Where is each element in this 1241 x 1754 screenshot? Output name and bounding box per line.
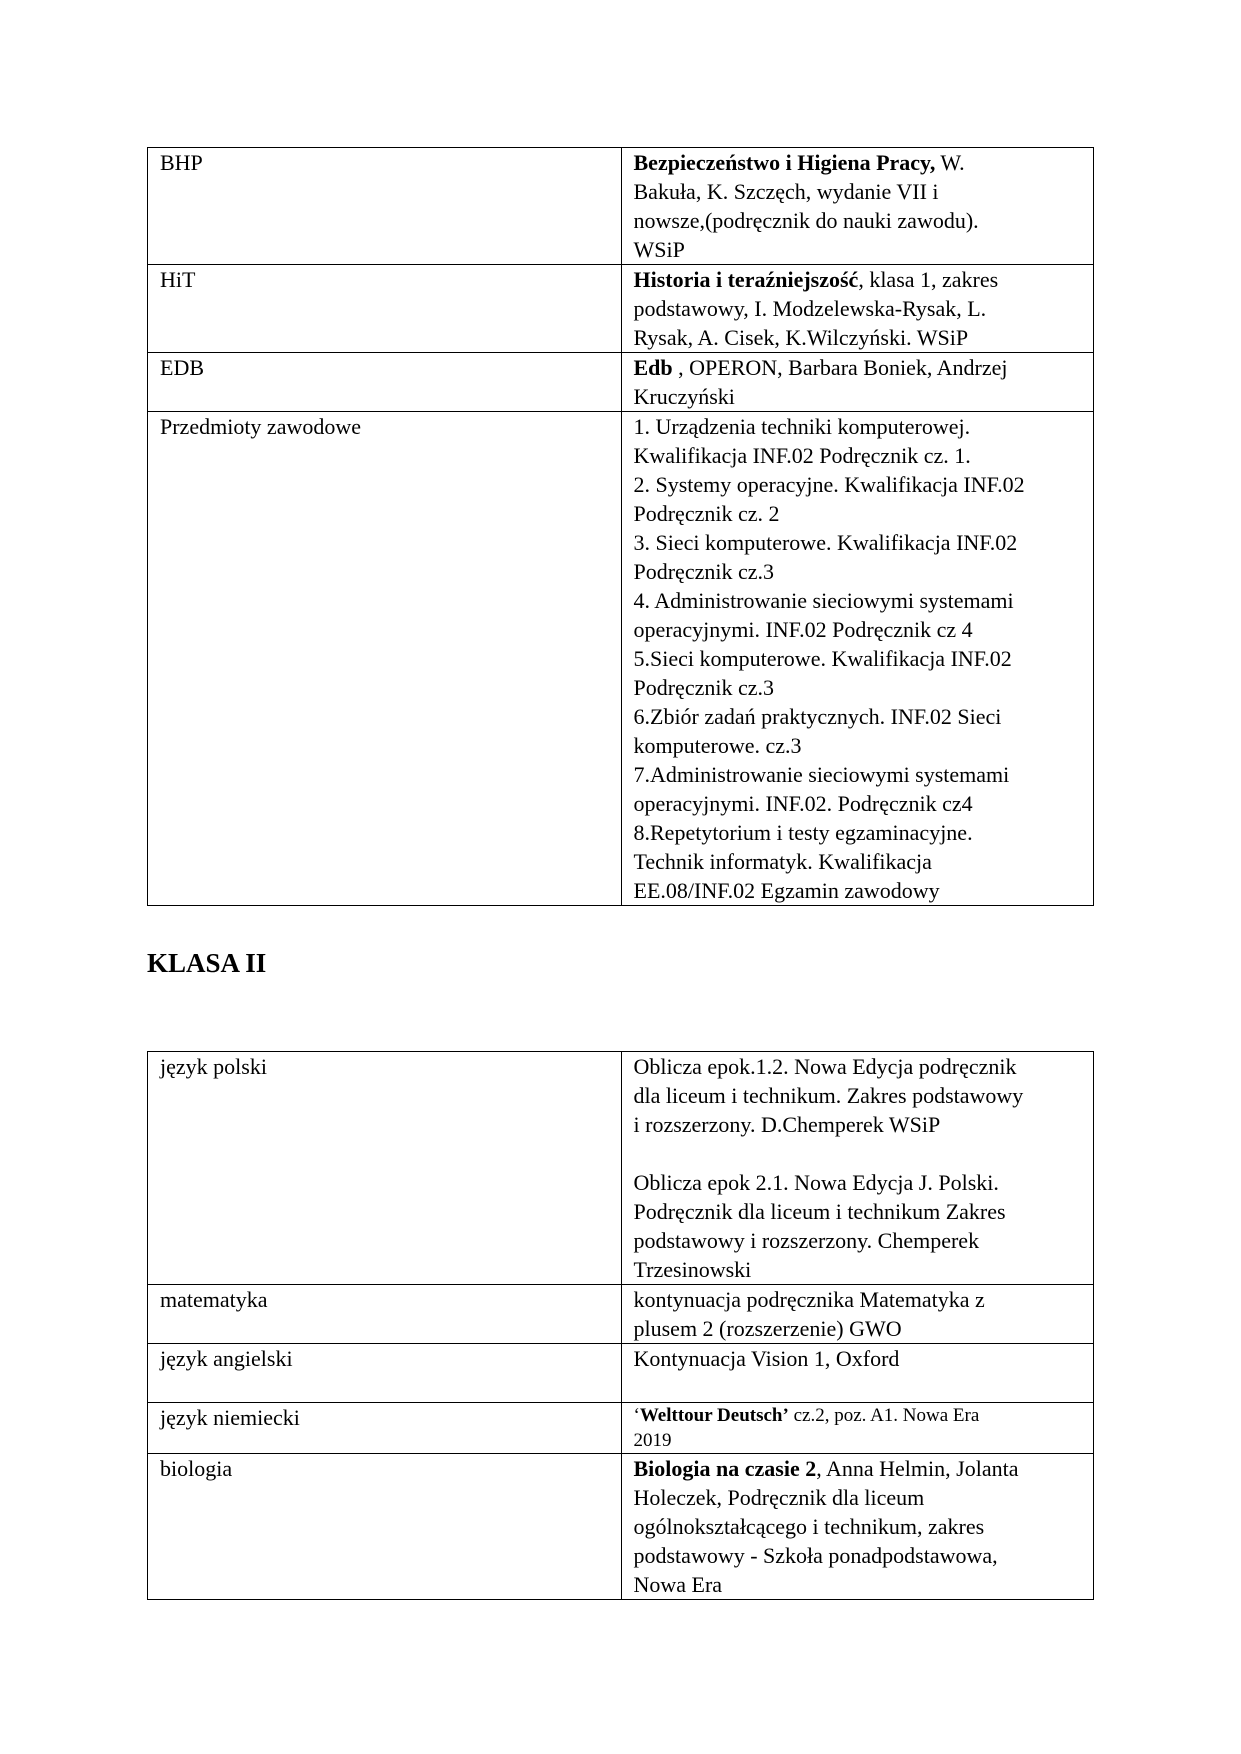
table-row (148, 1403, 1094, 1454)
book-details: , OPERON, Barbara Boniek, Andrzej (672, 355, 1008, 380)
book-details: W. (935, 150, 965, 175)
textbook-line (634, 382, 1086, 411)
textbook-line (634, 702, 1086, 731)
textbook-line (634, 470, 1086, 499)
table-row (148, 1052, 1094, 1285)
textbook-line (634, 1110, 1086, 1139)
book-details: i rozszerzony. D.Chemperek WSiP (633, 1112, 941, 1137)
book-details: plusem 2 (rozszerzenie) GWO (633, 1316, 902, 1341)
subject-cell (148, 1454, 622, 1600)
section-heading: KLASA II (147, 948, 267, 978)
subject-label: BHP (160, 150, 203, 175)
subject-label: HiT (160, 267, 196, 292)
textbook-table-1 (147, 147, 1094, 906)
book-details: podstawowy, I. Modzelewska-Rysak, L. (633, 296, 987, 321)
subject-cell (148, 148, 622, 265)
textbook-line (634, 1197, 1086, 1226)
book-details: nowsze,(podręcznik do nauki zawodu). (633, 208, 979, 233)
book-details: 4. Administrowanie sieciowymi systemami (633, 588, 1014, 613)
textbook-table-1-body (148, 148, 1094, 906)
textbook-cell (621, 148, 1094, 265)
subject-label: biologia (160, 1456, 233, 1481)
book-title: Historia i teraźniejszość (633, 267, 859, 292)
book-details: Oblicza epok 2.1. Nowa Edycja J. Polski. (633, 1170, 999, 1195)
table-row (148, 1344, 1094, 1403)
textbook-cell (621, 1285, 1094, 1344)
textbook-line (634, 876, 1086, 905)
book-details: Kwalifikacja INF.02 Podręcznik cz. 1. (633, 443, 971, 468)
book-details: 8.Repetytorium i testy egzaminacyjne. (633, 820, 973, 845)
textbook-line (634, 615, 1086, 644)
subject-label: Przedmioty zawodowe (160, 414, 361, 439)
textbook-line (634, 1541, 1086, 1570)
book-details: dla liceum i technikum. Zakres podstawowy (633, 1083, 1024, 1108)
textbook-line (634, 177, 1086, 206)
book-details: podstawowy i rozszerzony. Chemperek (633, 1228, 980, 1253)
book-details: WSiP (633, 237, 685, 262)
textbook-line (634, 1255, 1086, 1284)
textbook-cell (621, 265, 1094, 353)
book-details: 2019 (633, 1430, 672, 1451)
book-title: Biologia na czasie 2 (633, 1456, 817, 1481)
table-row (148, 1285, 1094, 1344)
textbook-line (634, 1168, 1086, 1197)
textbook-line (634, 1081, 1086, 1110)
subject-label: język polski (160, 1054, 267, 1079)
subject-label: matematyka (160, 1287, 268, 1312)
textbook-cell (621, 1052, 1094, 1285)
textbook-table-2 (147, 1051, 1094, 1600)
subject-cell (148, 412, 622, 906)
book-details: Podręcznik dla liceum i technikum Zakres (633, 1199, 1006, 1224)
book-details: 1. Urządzenia techniki komputerowej. (633, 414, 971, 439)
paragraph-gap (634, 1373, 1086, 1402)
textbook-line (634, 412, 1086, 441)
textbook-table-2-body (148, 1052, 1094, 1600)
textbook-line (634, 265, 1086, 294)
table-row (148, 412, 1094, 906)
subject-label: język angielski (160, 1346, 293, 1371)
textbook-line (634, 499, 1086, 528)
book-details: Podręcznik cz.3 (633, 675, 774, 700)
table-row (148, 1454, 1094, 1600)
subject-cell (148, 1052, 622, 1285)
subject-cell (148, 1285, 622, 1344)
textbook-line (634, 1226, 1086, 1255)
book-details: podstawowy - Szkoła ponadpodstawowa, (633, 1543, 998, 1568)
book-details: cz.2, poz. A1. Nowa Era (788, 1405, 980, 1426)
book-details: , klasa 1, zakres (858, 267, 999, 292)
textbook-line (634, 1344, 1086, 1373)
book-details: Kontynuacja Vision 1, Oxford (633, 1346, 900, 1371)
book-details: 7.Administrowanie sieciowymi systemami (633, 762, 1010, 787)
textbook-line (634, 1454, 1086, 1483)
textbook-line (634, 731, 1086, 760)
subject-cell (148, 353, 622, 412)
subject-label: język niemiecki (160, 1405, 300, 1430)
textbook-line (634, 1285, 1086, 1314)
subject-cell (148, 1344, 622, 1403)
subject-label: EDB (160, 355, 204, 380)
book-details: Trzesinowski (633, 1257, 752, 1282)
textbook-line (634, 789, 1086, 818)
book-details: kontynuacja podręcznika Matematyka z (633, 1287, 985, 1312)
textbook-cell (621, 353, 1094, 412)
quote-mark: ‘ (633, 1405, 640, 1426)
textbook-line (634, 1314, 1086, 1343)
textbook-line (634, 528, 1086, 557)
table-row (148, 353, 1094, 412)
textbook-line (634, 818, 1086, 847)
textbook-line (634, 1052, 1086, 1081)
book-details: Rysak, A. Cisek, K.Wilczyński. WSiP (633, 325, 969, 350)
textbook-line (634, 441, 1086, 470)
textbook-line (634, 353, 1086, 382)
textbook-cell (621, 1344, 1094, 1403)
book-details: Podręcznik cz. 2 (633, 501, 780, 526)
book-details: , Anna Helmin, Jolanta (816, 1456, 1019, 1481)
subject-cell (148, 1403, 622, 1454)
book-title: Bezpieczeństwo i Higiena Pracy, (633, 150, 936, 175)
book-details: Oblicza epok.1.2. Nowa Edycja podręcznik (633, 1054, 1017, 1079)
textbook-line (634, 1428, 1086, 1453)
textbook-line (634, 323, 1086, 352)
book-details: Holeczek, Podręcznik dla liceum (633, 1485, 925, 1510)
book-details: Bakuła, K. Szczęch, wydanie VII i (633, 179, 939, 204)
book-details: Kruczyński (633, 384, 735, 409)
textbook-line (634, 644, 1086, 673)
book-details: 5.Sieci komputerowe. Kwalifikacja INF.02 (633, 646, 1012, 671)
textbook-line (634, 760, 1086, 789)
textbook-line (634, 557, 1086, 586)
book-details: ogólnokształcącego i technikum, zakres (633, 1514, 985, 1539)
textbook-line (634, 847, 1086, 876)
subject-cell (148, 265, 622, 353)
table-row (148, 148, 1094, 265)
textbook-cell (621, 412, 1094, 906)
textbook-cell (621, 1454, 1094, 1600)
textbook-line (634, 1483, 1086, 1512)
textbook-line (634, 206, 1086, 235)
textbook-line (634, 235, 1086, 264)
book-details: komputerowe. cz.3 (633, 733, 802, 758)
book-details: operacyjnymi. INF.02. Podręcznik cz4 (633, 791, 973, 816)
book-details: Podręcznik cz.3 (633, 559, 774, 584)
paragraph-gap (634, 1139, 1086, 1168)
table-row (148, 265, 1094, 353)
book-details: Technik informatyk. Kwalifikacja (633, 849, 932, 874)
textbook-line (634, 586, 1086, 615)
book-details: 3. Sieci komputerowe. Kwalifikacja INF.02 (633, 530, 1018, 555)
book-details: Nowa Era (633, 1572, 723, 1597)
textbook-line (634, 294, 1086, 323)
book-title: Welttour Deutsch’ (639, 1405, 789, 1426)
book-details: 2. Systemy operacyjne. Kwalifikacja INF.02 (633, 472, 1025, 497)
textbook-line (634, 1403, 1086, 1428)
textbook-line (634, 1512, 1086, 1541)
textbook-line (634, 1570, 1086, 1599)
textbook-cell (621, 1403, 1094, 1454)
book-details: operacyjnymi. INF.02 Podręcznik cz 4 (633, 617, 973, 642)
book-title: Edb (633, 355, 673, 380)
textbook-line (634, 148, 1086, 177)
book-details: EE.08/INF.02 Egzamin zawodowy (633, 878, 940, 903)
book-details: 6.Zbiór zadań praktycznych. INF.02 Sieci (633, 704, 1002, 729)
textbook-line (634, 673, 1086, 702)
